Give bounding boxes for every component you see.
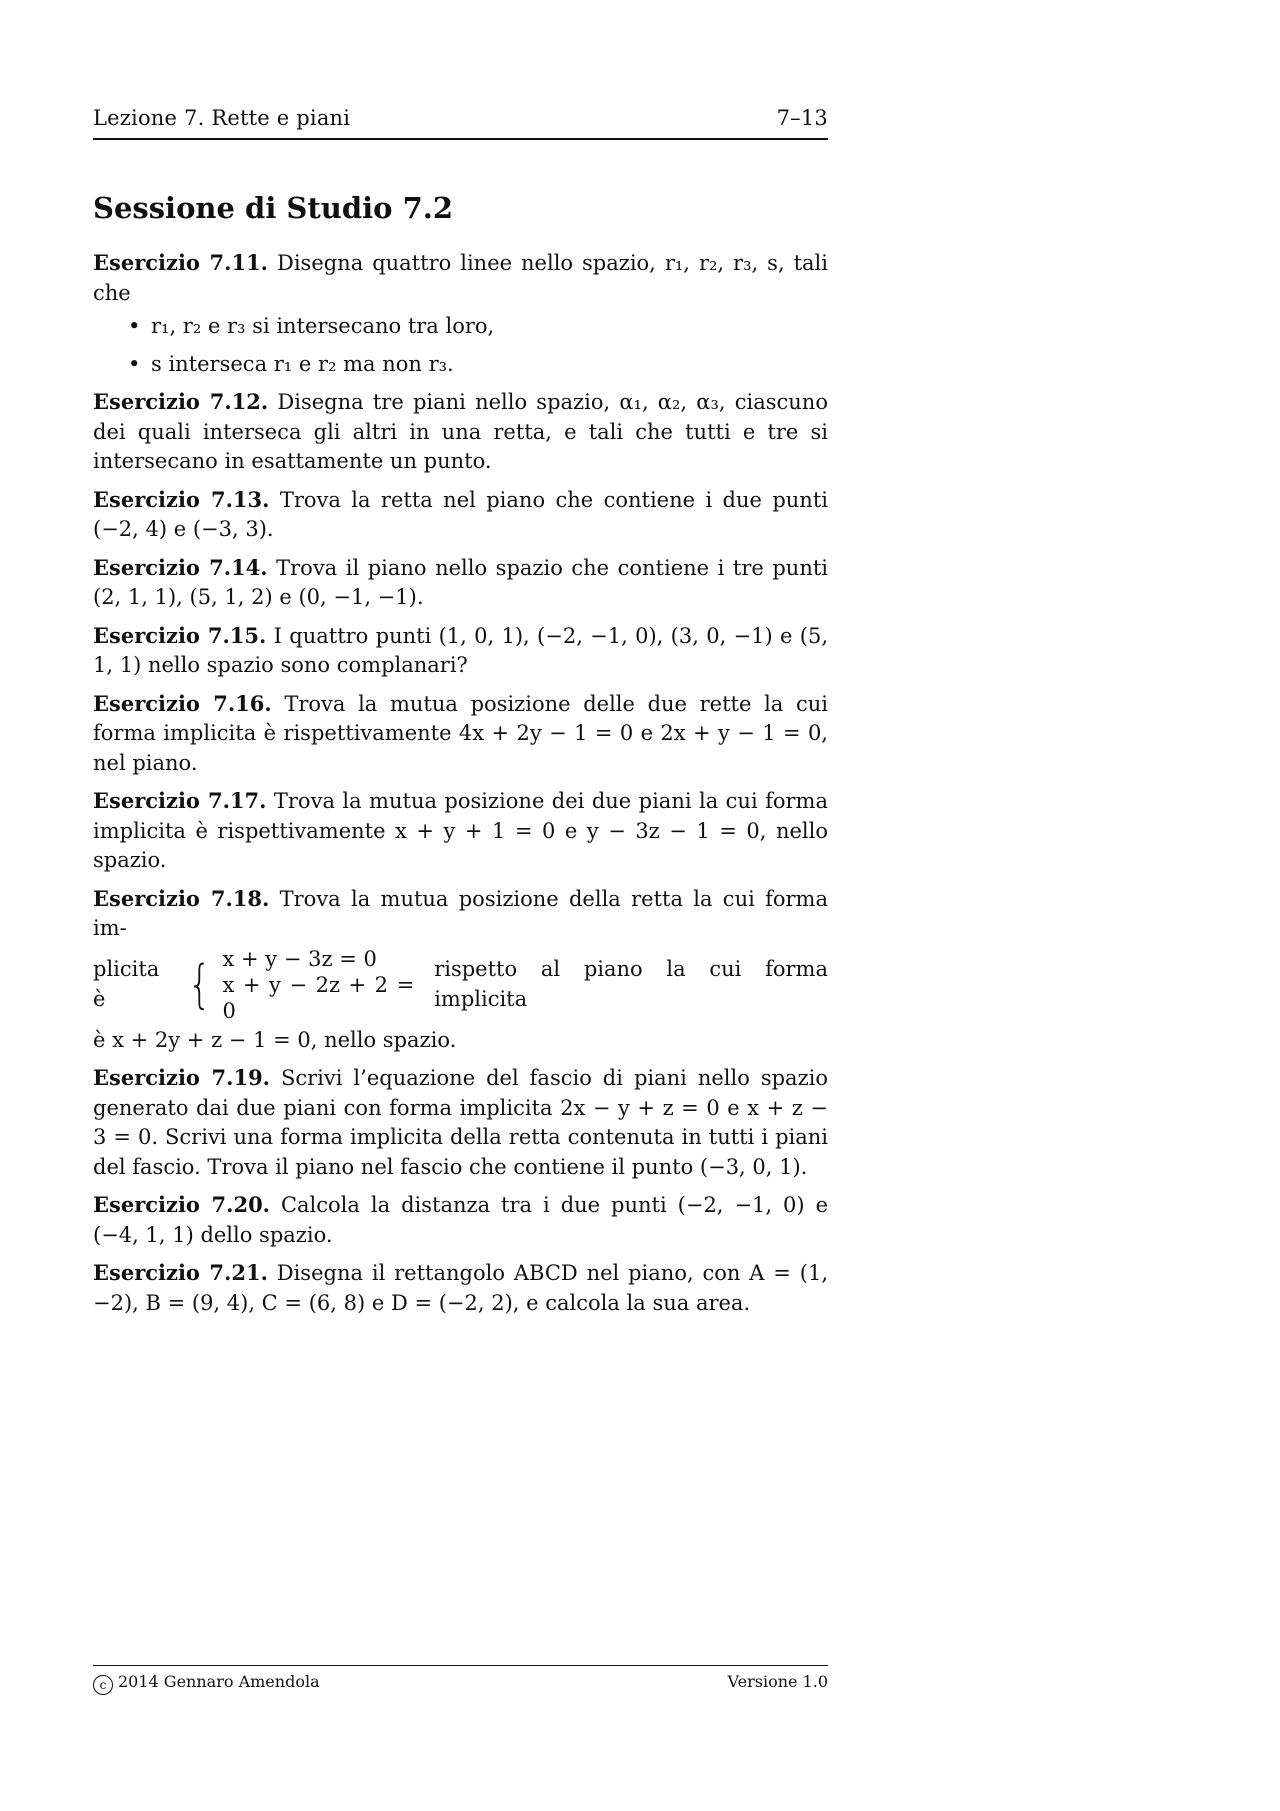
exercise-text: I quattro punti (1, 0, 1), (−2, −1, 0), (3, 0, −1) e (5, 1, 1) nello spazio sono complanari?	[93, 623, 828, 677]
exercise-7-13	[93, 485, 828, 545]
exercise-label: Esercizio 7.15.	[93, 622, 267, 648]
exercise-text: Trova la mutua posizione della retta la cui forma im-	[93, 886, 828, 940]
exercise-7-17	[93, 786, 828, 876]
exercise-text: Trova il piano nello spazio che contiene i tre punti (2, 1, 1), (5, 1, 2) e (0, −1, −1).	[93, 555, 828, 609]
footer-version: Versione 1.0	[727, 1672, 828, 1691]
exercise-text-end: è x + 2y + z − 1 = 0, nello spazio.	[93, 1027, 457, 1052]
exercise-label: Esercizio 7.13.	[93, 486, 270, 512]
exercise-7-16	[93, 689, 828, 779]
exercise-text: Trova la mutua posizione delle due rette la cui forma implicita è rispettivamente 4x + 2y − 1 = 0 e 2x + y − 1 = 0, nel piano.	[93, 691, 828, 775]
bullet-text: r₁, r₂ e r₃ si intersecano tra loro,	[151, 314, 495, 338]
system-continuation: rispetto al piano la cui forma implicita	[434, 957, 828, 1011]
exercise-7-14	[93, 553, 828, 613]
exercise-label: Esercizio 7.12.	[93, 389, 269, 414]
list-item	[93, 350, 828, 380]
exercise-text: Scrivi l’equazione del fascio di piani nello spazio generato dai due piani con forma implicita 2x − y + z = 0 e x + z − 3 = 0. Scrivi una forma implicita della retta contenuta in tutti i piani del fascio. Trova il piano nel fascio che contiene il punto (−3, 0, 1).	[93, 1066, 828, 1179]
page-number: 7–13	[776, 106, 828, 130]
exercise-7-12	[93, 387, 828, 477]
exercise-label: Esercizio 7.18.	[93, 885, 270, 911]
exercise-7-11	[93, 248, 828, 379]
exercise-text: Disegna quattro linee nello spazio, r₁, r₂, r₃, s, tali che	[93, 251, 828, 305]
exercise-text: Disegna il rettangolo ABCD nel piano, con A = (1, −2), B = (9, 4), C = (6, 8) e D = (−2, 2), e calcola la sua area.	[93, 1261, 828, 1315]
system-equation: x + y − 3z = 0	[222, 946, 377, 971]
exercise-label: Esercizio 7.21.	[93, 1260, 268, 1285]
copyright-icon: c	[93, 1675, 113, 1695]
equation-system	[223, 946, 415, 1024]
page-footer	[93, 1665, 828, 1692]
exercise-7-18	[93, 884, 828, 1056]
running-title: Lezione 7. Rette e piani	[93, 106, 351, 130]
exercise-label: Esercizio 7.20.	[93, 1192, 270, 1217]
bullet-icon: •	[128, 314, 141, 338]
system-equation: x + y − 2z + 2 = 0	[222, 972, 415, 1023]
exercise-7-15	[93, 621, 828, 681]
exercise-label: Esercizio 7.16.	[93, 690, 272, 716]
page-header	[93, 104, 828, 140]
system-line	[93, 946, 828, 1024]
exercise-text: Trova la mutua posizione dei due piani la cui forma implicita è rispettivamente x + y + 1 = 0 e y − 3z − 1 = 0, nello spazio.	[93, 789, 828, 872]
exercise-label: Esercizio 7.11.	[93, 250, 268, 275]
brace-icon: {	[188, 954, 212, 1015]
exercise-text: Calcola la distanza tra i due punti (−2, −1, 0) e (−4, 1, 1) dello spazio.	[93, 1193, 828, 1247]
bullet-icon: •	[128, 351, 141, 376]
page-content	[93, 190, 828, 1326]
exercise-text: Trova la retta nel piano che contiene i due punti (−2, 4) e (−3, 3).	[93, 487, 828, 541]
exercise-label: Esercizio 7.14.	[93, 554, 268, 580]
bullet-list	[93, 312, 828, 379]
footer-author: 2014 Gennaro Amendola	[118, 1672, 320, 1691]
section-title: Sessione di Studio 7.2	[93, 191, 454, 225]
exercise-label: Esercizio 7.19.	[93, 1065, 270, 1090]
footer-copyright	[93, 1672, 320, 1695]
bullet-text: s interseca r₁ e r₂ ma non r₃.	[151, 351, 454, 376]
list-item	[93, 312, 828, 342]
exercise-7-21	[93, 1258, 828, 1318]
system-intro: plicita è	[93, 957, 160, 1011]
exercise-text: Disegna tre piani nello spazio, α₁, α₂, α₃, ciascuno dei quali interseca gli altri in una retta, e tali che tutti e tre si intersecano in esattamente un punto.	[93, 390, 828, 473]
exercise-7-20	[93, 1190, 828, 1250]
exercise-label: Esercizio 7.17.	[93, 788, 267, 813]
exercise-7-19	[93, 1063, 828, 1182]
